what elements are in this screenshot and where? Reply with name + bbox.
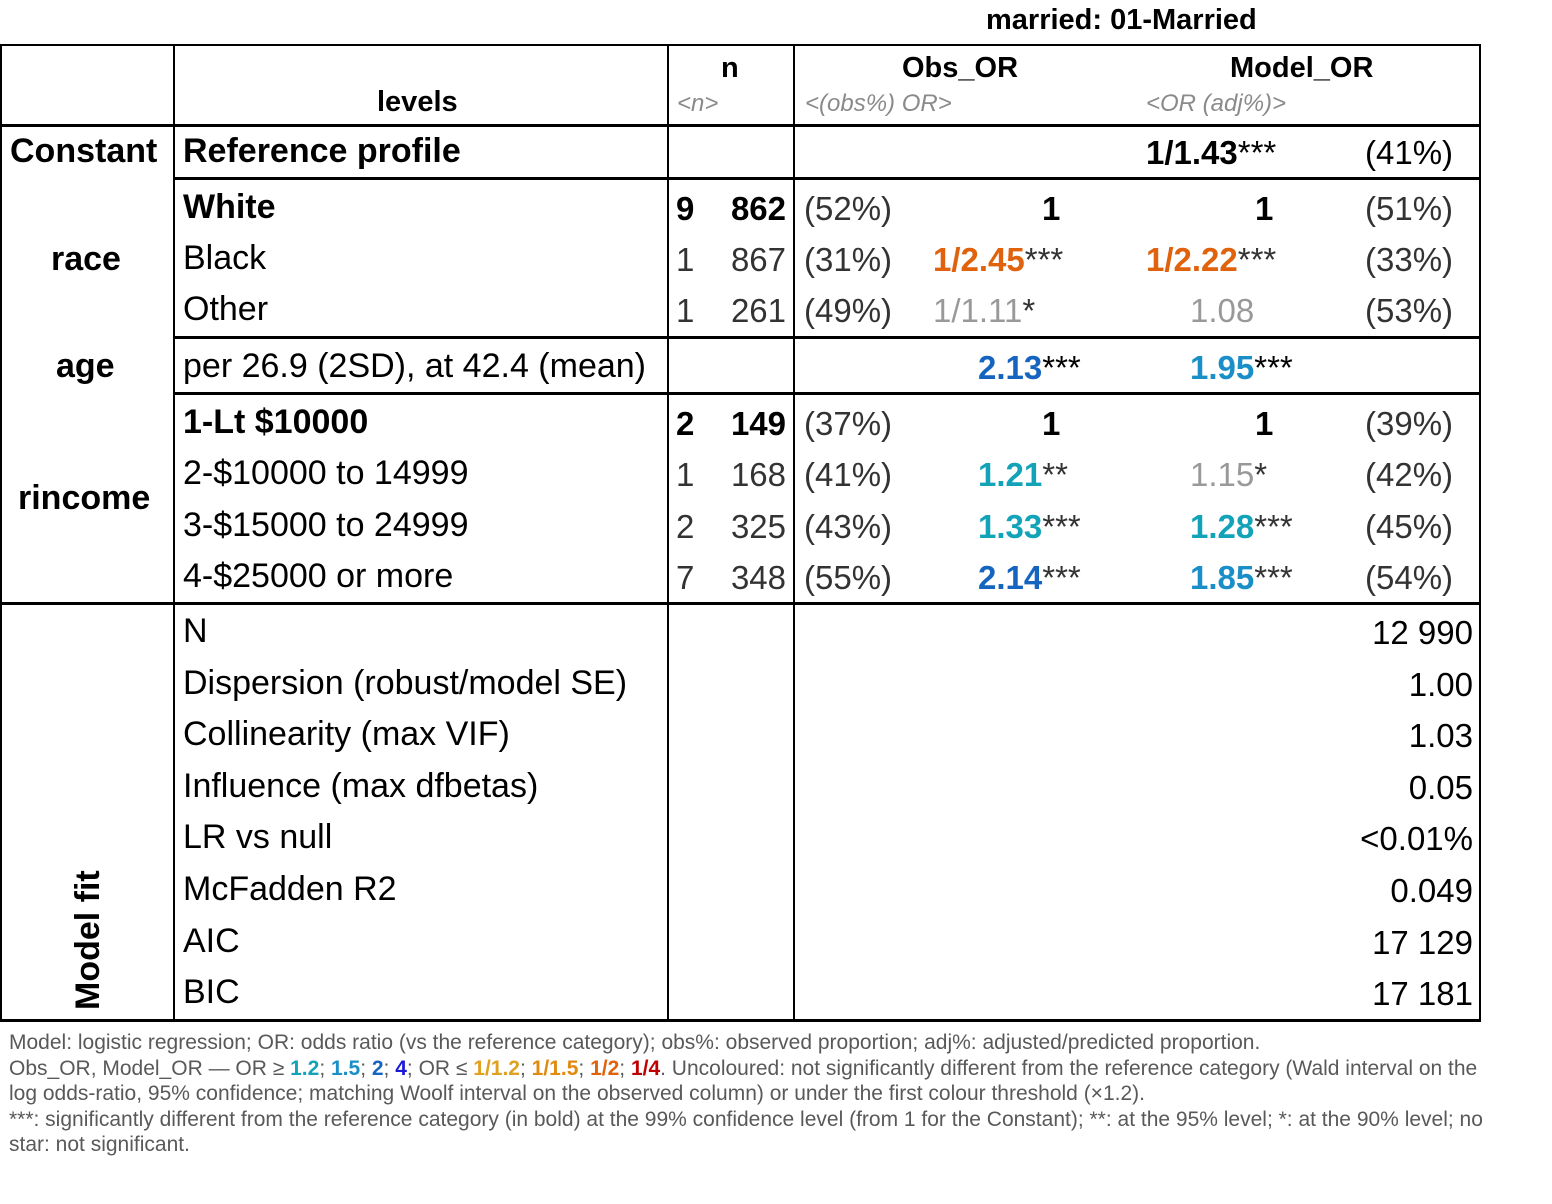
model-fit-name: N (183, 612, 208, 650)
rule-race (173, 336, 1481, 339)
model-fit-name: Collinearity (max VIF) (183, 715, 510, 754)
rincome-row-level: 3-$15000 to 24999 (183, 506, 469, 544)
rincome-row-obs-or-value: 1.21 (978, 456, 1043, 493)
age-model-value: 1.95 (1190, 349, 1255, 386)
race-row-adj-pct: (33%) (1365, 241, 1454, 278)
rincome-row-n-thousands: 1 (676, 456, 695, 493)
header-obs-or: Obs_OR (902, 52, 1019, 84)
rule-rincome (0, 602, 1481, 605)
rincome-row-obs-or (978, 507, 1081, 547)
rule-right (1479, 44, 1481, 1022)
rincome-row-obs-stars: *** (1042, 508, 1081, 545)
header-model-sub: <OR (adj%)> (1146, 90, 1287, 117)
group-label-rincome: rincome (18, 479, 151, 517)
model-fit-name: AIC (183, 921, 240, 960)
race-row-n-thousands: 1 (676, 292, 695, 329)
race-row-obs-pct: (49%) (804, 292, 893, 329)
header-model-or: Model_OR (1230, 52, 1374, 84)
age-level: per 26.9 (2SD), at 42.4 (mean) (183, 347, 647, 385)
footnote-line3: ***: significantly different from the reference category (in bold) at the 99% confidence level (from 1 for the Constant); **: at the 95% level; *: at the 90% level; no star: not significant. (9, 1107, 1483, 1156)
race-row-model-or-value: 1/2.22 (1146, 241, 1238, 278)
table-title: married: 01-Married (986, 4, 1257, 36)
race-row-n-units: 862 (730, 190, 786, 227)
model-fit-name: Influence (max dfbetas) (183, 766, 539, 805)
rincome-row-obs-or (1042, 404, 1060, 444)
age-model-or: 1.95*** (1190, 349, 1293, 386)
rule-top (0, 44, 1481, 46)
footnote-legend: Obs_OR, Model_OR — OR ≥ 1.2; 1.5; 2; 4; OR ≤ 1/1.2; 1/1.5; 1/2; 1/4. Uncoloured: not significantly different from the reference category (Wald interval on the log odds-ratio, 95% confidence; matching Woolf interval on the observed column) or under the first colour threshold (×1.2). (9, 1056, 1478, 1105)
race-row-n-units: 261 (730, 292, 786, 329)
group-label-race: race (51, 240, 121, 278)
race-row-n-units: 867 (730, 241, 786, 278)
race-row-model-or (1255, 189, 1273, 229)
model-fit-name: LR vs null (183, 818, 333, 857)
rule-age (173, 392, 1481, 395)
rincome-row-n-thousands: 7 (676, 559, 695, 596)
rincome-row-obs-stars: ** (1042, 456, 1068, 493)
model-fit-value: <0.01% (1360, 820, 1473, 858)
header-n-sub: <n> (677, 90, 719, 117)
rincome-row-obs-pct: (43%) (804, 508, 893, 545)
constant-level: Reference profile (183, 132, 461, 170)
rincome-row-model-or (1190, 507, 1293, 547)
rule-bottom (0, 1019, 1481, 1022)
rincome-row-model-or-value: 1 (1255, 405, 1274, 442)
model-fit-name: McFadden R2 (183, 870, 397, 908)
rincome-row-n-units: 168 (730, 456, 786, 493)
constant-adj: (41%) (1365, 134, 1454, 171)
rincome-row-obs-or-value: 2.14 (978, 559, 1043, 596)
rincome-row-obs-or (978, 455, 1068, 495)
rincome-row-model-stars: *** (1254, 559, 1293, 596)
race-row-model-or-value: 1 (1255, 190, 1274, 227)
race-row-level: Other (183, 290, 269, 328)
header-n: n (721, 52, 739, 84)
constant-model-or: 1/1.43*** (1146, 134, 1277, 171)
rincome-row-obs-or-value: 1.33 (978, 508, 1043, 545)
rincome-row-level: 1-Lt $10000 (183, 403, 369, 441)
rincome-row-n-thousands: 2 (676, 508, 695, 545)
rule-header (0, 124, 1481, 127)
race-row-model-stars: *** (1237, 241, 1277, 278)
race-row-obs-pct: (52%) (804, 190, 893, 227)
footnote (9, 1030, 1489, 1158)
race-row-obs-stars: * (1022, 292, 1036, 329)
rincome-row-obs-pct: (55%) (804, 559, 893, 596)
race-row-obs-or-value: 1/2.45 (933, 241, 1025, 278)
race-row-obs-pct: (31%) (804, 241, 893, 278)
rincome-row-obs-pct: (37%) (804, 405, 893, 442)
group-label-model-fit: Model fit (69, 870, 107, 1010)
race-row-model-or (1190, 291, 1254, 331)
race-row-level: Black (183, 239, 267, 277)
rincome-row-obs-pct: (41%) (804, 456, 893, 493)
rincome-row-adj-pct: (54%) (1365, 559, 1454, 596)
model-fit-name: BIC (183, 973, 240, 1012)
model-fit-value: 0.049 (1390, 872, 1473, 909)
rincome-row-n-thousands: 2 (676, 405, 695, 442)
header-levels: levels (377, 86, 458, 118)
rincome-row-obs-or (978, 558, 1081, 598)
model-fit-value: 17 129 (1372, 923, 1473, 961)
header-obs-sub: <(obs%) OR> (805, 90, 952, 117)
race-row-model-or (1146, 240, 1276, 280)
race-row-model-or-value: 1.08 (1190, 292, 1255, 329)
rule-constant (173, 177, 1481, 180)
rincome-row-level: 4-$25000 or more (183, 557, 454, 595)
model-fit-value: 0.05 (1408, 768, 1473, 806)
rincome-row-model-or-value: 1.85 (1190, 559, 1255, 596)
rincome-row-model-or-value: 1.15 (1190, 456, 1255, 493)
rincome-row-adj-pct: (45%) (1365, 508, 1454, 545)
race-row-n-thousands: 1 (676, 241, 695, 278)
rincome-row-level: 2-$10000 to 14999 (183, 454, 469, 492)
footnote-line1: Model: logistic regression; OR: odds ratio (vs the reference category); obs%: observed proportion; adj%: adjusted/predicted proportion. (9, 1031, 1261, 1054)
group-label-constant: Constant (10, 132, 158, 170)
group-label-age: age (56, 347, 115, 385)
model-fit-value: 12 990 (1372, 614, 1473, 651)
race-row-adj-pct: (53%) (1365, 292, 1454, 329)
model-fit-value: 1.00 (1408, 665, 1473, 703)
model-fit-name: Dispersion (robust/model SE) (183, 663, 628, 702)
rincome-row-obs-stars: *** (1042, 559, 1081, 596)
rincome-row-n-units: 325 (730, 508, 786, 545)
race-row-obs-or (933, 291, 1035, 331)
rincome-row-model-or-value: 1.28 (1190, 508, 1255, 545)
rincome-row-model-stars: * (1254, 456, 1268, 493)
rule-col1 (173, 44, 175, 1022)
rincome-row-model-or (1255, 404, 1273, 444)
rincome-row-model-stars: *** (1254, 508, 1293, 545)
rincome-row-n-units: 149 (730, 405, 786, 442)
rincome-row-model-or (1190, 455, 1267, 495)
rincome-row-n-units: 348 (730, 559, 786, 596)
age-obs-value: 2.13 (978, 349, 1043, 386)
rincome-row-adj-pct: (42%) (1365, 456, 1454, 493)
age-obs-or: 2.13*** (978, 349, 1081, 386)
rincome-row-obs-or-value: 1 (1042, 405, 1061, 442)
race-row-n-thousands: 9 (676, 190, 695, 227)
rincome-row-model-or (1190, 558, 1293, 598)
race-row-obs-or-value: 1/1.11 (933, 292, 1023, 329)
rule-left (0, 44, 2, 1022)
race-row-obs-or (933, 240, 1063, 280)
rule-col2 (667, 44, 669, 1022)
rincome-row-adj-pct: (39%) (1365, 405, 1454, 442)
race-row-level: White (183, 188, 276, 226)
model-fit-value: 1.03 (1408, 717, 1473, 755)
model-fit-value: 17 181 (1372, 975, 1473, 1013)
rule-col3 (793, 44, 795, 1022)
race-row-adj-pct: (51%) (1365, 190, 1454, 227)
race-row-obs-or-value: 1 (1042, 190, 1061, 227)
race-row-obs-or (1042, 189, 1060, 229)
race-row-obs-stars: *** (1024, 241, 1064, 278)
